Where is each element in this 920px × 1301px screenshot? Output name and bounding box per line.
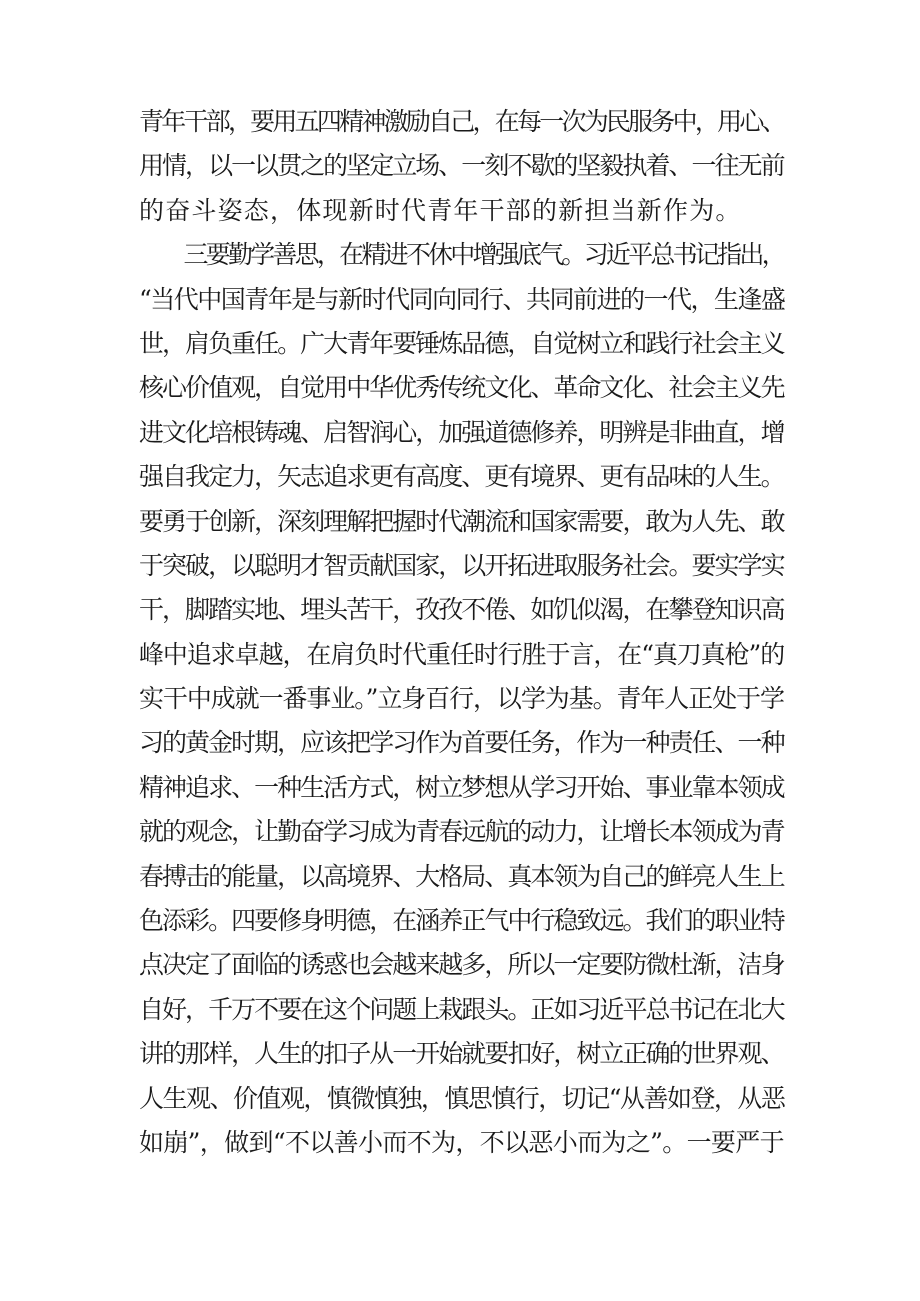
text-line: 习的黄金时期，应该把学习作为首要任务，作为一种责任、一种: [139, 728, 784, 758]
text-line: 自好，千万不要在这个问题上栽跟头。正如习近平总书记在北大: [139, 994, 784, 1024]
text-line: 用情，以一以贯之的坚定立场、一刻不歇的坚毅执着、一往无前: [139, 151, 784, 181]
text-line: 就的观念，让勤奋学习成为青春远航的动力，让增长本领成为青: [139, 817, 784, 847]
text-line: 的奋斗姿态，体现新时代青年干部的新担当新作为。: [139, 195, 742, 225]
text-line: 进文化培根铸魂、启智润心，加强道德修养，明辨是非曲直，增: [139, 417, 784, 447]
text-line: 实干中成就一番事业。”立身百行，以学为基。青年人正处于学: [139, 684, 784, 714]
text-line: 峰中追求卓越，在肩负时代重任时行胜于言，在“真刀真枪”的: [139, 639, 785, 669]
text-line: 讲的那样，人生的扣子从一开始就要扣好，树立正确的世界观、: [139, 1039, 784, 1069]
text-line: 干，脚踏实地、埋头苦干，孜孜不倦、如饥似渴，在攀登知识高: [139, 595, 784, 625]
text-line: 要勇于创新，深刻理解把握时代潮流和国家需要，敢为人先、敢: [139, 506, 784, 536]
text-line: 点决定了面临的诱惑也会越来越多，所以一定要防微杜渐，洁身: [139, 950, 784, 980]
text-line: 强自我定力，矢志追求更有高度、更有境界、更有品味的人生。: [139, 462, 784, 492]
text-line: 人生观、价值观，慎微慎独，慎思慎行，切记“从善如登，从恶: [139, 1083, 785, 1113]
body-text: [139, 100, 784, 1165]
text-line: 世，肩负重任。广大青年要锤炼品德，自觉树立和践行社会主义: [139, 328, 784, 358]
text-line: 色添彩。四要修身明德，在涵养正气中行稳致远。我们的职业特: [139, 906, 784, 936]
text-line: 核心价值观，自觉用中华优秀传统文化、革命文化、社会主义先: [139, 373, 784, 403]
text-line: “当代中国青年是与新时代同向同行、共同前进的一代，生逢盛: [139, 284, 785, 314]
text-line: 青年干部，要用五四精神激励自己，在每一次为民服务中，用心、: [139, 107, 784, 136]
text-line: 如崩”，做到“不以善小而不为，不以恶小而为之”。一要严于: [139, 1127, 784, 1157]
text-line: 三要勤学善思，在精进不休中增强底气。习近平总书记指出，: [139, 240, 784, 270]
text-line: 精神追求、一种生活方式，树立梦想从学习开始、事业靠本领成: [139, 772, 784, 802]
text-line: 于突破，以聪明才智贡献国家，以开拓进取服务社会。要实学实: [139, 550, 784, 580]
text-line: 春搏击的能量，以高境界、大格局、真本领为自己的鲜亮人生上: [139, 861, 784, 891]
